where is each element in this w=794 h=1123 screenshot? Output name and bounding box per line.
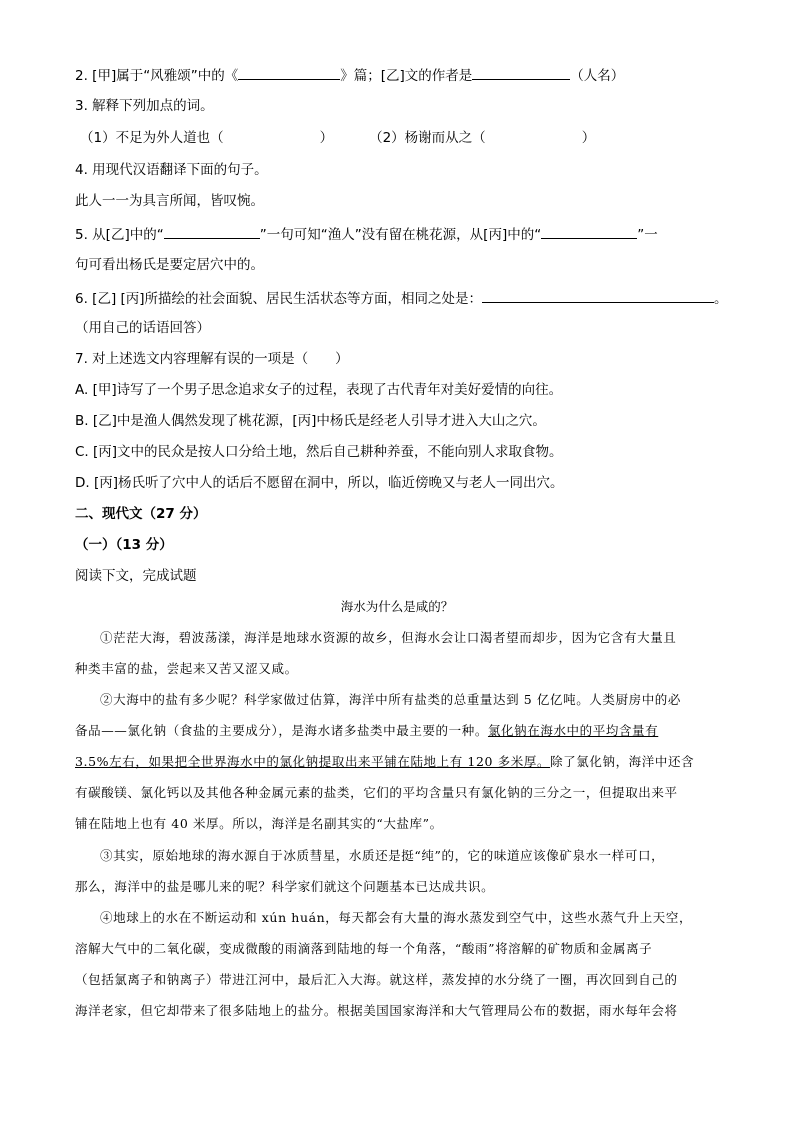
article-p2-line4: 有碳酸镁、氯化钙以及其他各种金属元素的盐类，它们的平均含量只有氯化钠的三分之一，但提取出来平 bbox=[75, 785, 678, 800]
q3-item-1: （1）不足为外人道也（ bbox=[80, 130, 224, 146]
q5-text-c: ”一 bbox=[637, 227, 658, 243]
q5-blank-1[interactable] bbox=[164, 223, 260, 239]
question-5 bbox=[75, 223, 658, 245]
article-p4-line4: 海洋老家，但它却带来了很多陆地上的盐分。根据美国国家海洋和大气管理局公布的数据，雨水每年会将 bbox=[75, 1003, 678, 1018]
article-p2-underlined-1: 氯化钠在海水中的平均含量有 bbox=[487, 723, 659, 738]
q5-text-a: 5. 从[乙]中的“ bbox=[75, 227, 164, 243]
q7-option-c[interactable]: C. [丙]文中的民众是按人口分给土地，然后自己耕种养蚕，不能向别人求取食物。 bbox=[75, 444, 563, 460]
q7-option-d[interactable]: D. [丙]杨氏听了穴中人的话后不愿留在洞中，所以，临近傍晚又与老人一同出穴。 bbox=[75, 475, 564, 491]
article-p4-line3: （包括氯离子和钠离子）带进江河中，最后汇入大海。就这样，蒸发掉的水分绕了一圈，再次回到自己的 bbox=[75, 972, 678, 987]
q2-text-b: 》篇；[乙]文的作者是 bbox=[340, 68, 473, 84]
question-2 bbox=[75, 64, 624, 86]
q2-text-c: （人名） bbox=[570, 68, 625, 84]
question-4-title: 4. 用现代汉语翻译下面的句子。 bbox=[75, 162, 268, 178]
article-p2-line3 bbox=[75, 752, 694, 772]
q2-blank-author[interactable] bbox=[472, 64, 570, 80]
question-6 bbox=[75, 287, 728, 309]
reading-instruction: 阅读下文，完成试题 bbox=[75, 568, 197, 584]
question-7-title: 7. 对上述选文内容理解有误的一项是（ ） bbox=[75, 351, 349, 367]
q6-blank[interactable] bbox=[482, 287, 714, 303]
article-p2-line2-a: 备品——氯化钠（食盐的主要成分），是海水诸多盐类中最主要的一种。 bbox=[75, 723, 488, 738]
article-title: 海水为什么是咸的？ bbox=[340, 599, 454, 614]
article-p2-line2 bbox=[75, 721, 658, 741]
q3-item-2: （2）杨谢而从之（ bbox=[369, 130, 486, 146]
question-4-sentence: 此人一一为具言所闻，皆叹惋。 bbox=[75, 193, 264, 209]
subsection-heading: （一）（13 分） bbox=[75, 537, 173, 553]
article-p2-line3-b: 除了氯化钠，海洋中还含 bbox=[550, 754, 695, 769]
q5-text-b: ”一句可知“渔人”没有留在桃花源，从[丙]中的“ bbox=[259, 227, 542, 243]
q3-close-2: ） bbox=[581, 130, 596, 146]
q6-text-a: 6. [乙] [丙]所描绘的社会面貌、居民生活状态等方面，相同之处是： bbox=[75, 291, 483, 307]
article-p1-line1: ①茫茫大海，碧波荡漾，海洋是地球水资源的故乡，但海水会让口渴者望而却步，因为它含有大量且 bbox=[100, 630, 677, 645]
question-6-note: （用自己的话语回答） bbox=[75, 320, 210, 336]
article-p2-line5: 铺在陆地上也有 40 米厚。所以，海洋是名副其实的“大盐库”。 bbox=[75, 816, 443, 831]
article-p1-line2: 种类丰富的盐，尝起来又苦又涩又咸。 bbox=[75, 661, 298, 676]
q2-text-a: 2. [甲]属于“风雅颂”中的《 bbox=[75, 68, 239, 84]
q6-text-b: 。 bbox=[714, 291, 728, 307]
article-p4-line2: 溶解大气中的二氧化碳，变成微酸的雨滴落到陆地的每一个角落，“酸雨”将溶解的矿物质和金属离子 bbox=[75, 941, 653, 956]
q5-blank-2[interactable] bbox=[541, 223, 637, 239]
q2-blank-poem[interactable] bbox=[238, 64, 340, 80]
article-p4-line1: ④地球上的水在不断运动和 xún huán，每天都会有大量的海水蒸发到空气中，这些水蒸气升上天空， bbox=[100, 910, 693, 925]
article-p2-underlined-2: 3.5%左右，如果把全世界海水中的氯化钠提取出来平铺在陆地上有 120 多米厚。 bbox=[75, 754, 551, 769]
article-p3-line1: ③其实，原始地球的海水源自于冰质彗星，水质还是挺“纯”的，它的味道应该像矿泉水一样可口， bbox=[100, 848, 665, 863]
question-3-title: 3. 解释下列加点的词。 bbox=[75, 98, 214, 114]
article-p3-line2: 那么，海洋中的盐是哪儿来的呢？科学家们就这个问题基本已达成共识。 bbox=[75, 879, 495, 894]
question-5-cont: 句可看出杨氏是要定居穴中的。 bbox=[75, 257, 264, 273]
q3-close-1: ） bbox=[319, 130, 334, 146]
section-heading: 二、现代文（27 分） bbox=[75, 506, 207, 522]
q7-option-a[interactable]: A. [甲]诗写了一个男子思念追求女子的过程，表现了古代青年对美好爱情的向往。 bbox=[75, 382, 563, 398]
article-p2-line1: ②大海中的盐有多少呢？科学家做过估算，海洋中所有盐类的总重量达到 5 亿亿吨。人类厨房中的必 bbox=[100, 692, 682, 707]
q7-option-b[interactable]: B. [乙]中是渔人偶然发现了桃花源，[丙]中杨氏是经老人引导才进入大山之穴。 bbox=[75, 413, 546, 429]
question-3-items bbox=[80, 128, 595, 148]
